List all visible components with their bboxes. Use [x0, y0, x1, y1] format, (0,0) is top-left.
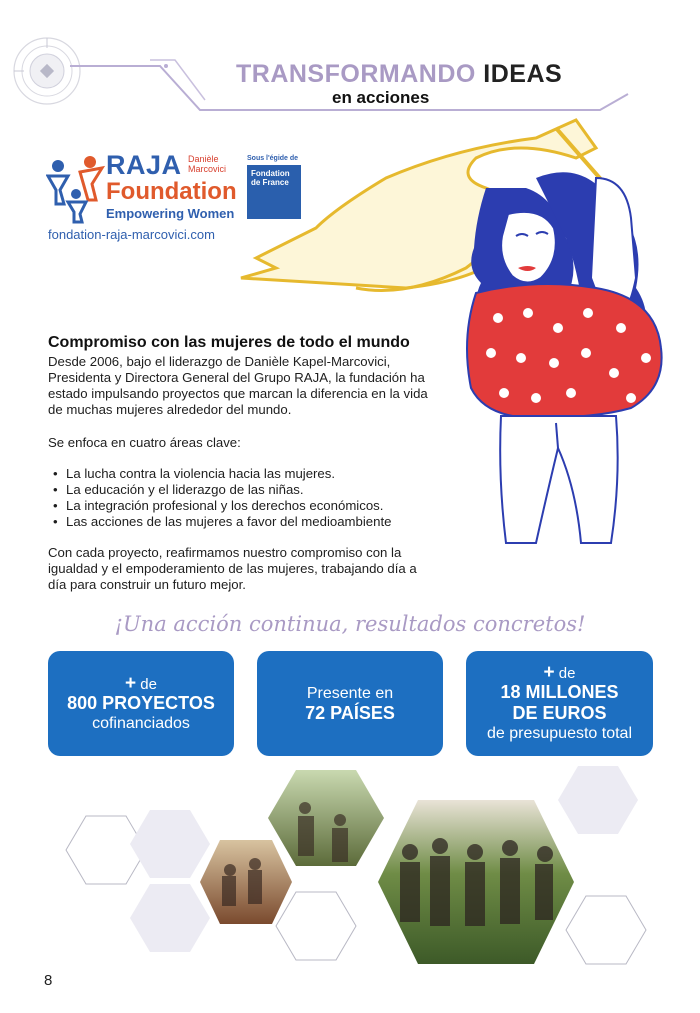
- focus-areas-list: [48, 466, 448, 530]
- logo-daniele-marcovici: Danièle Marcovici: [188, 154, 227, 174]
- stat-budget-card: [466, 651, 653, 756]
- hexagon-light: [130, 884, 210, 952]
- stat-value: 800 PROYECTOS: [67, 692, 215, 713]
- intro-paragraph: Desde 2006, bajo el liderazgo de Danièle Kapel-Marcovici, Presidenta y Directora General del Grupo RAJA, la fundación ha estado impulsando proyectos que marcan la diferencia en la vida de muchas mujeres alrededor del mundo.: [48, 354, 428, 417]
- logo-foundation-text: Foundation: [106, 178, 237, 205]
- stat-countries-card: [257, 651, 443, 756]
- page-title: [236, 60, 562, 89]
- hexagon-outline: [276, 892, 356, 960]
- page-number: 8: [44, 972, 53, 989]
- photo-hexagon-1: [200, 840, 292, 924]
- stat-pre: Presente en: [306, 684, 394, 702]
- title-part-1: TRANSFORMANDO: [236, 60, 476, 88]
- stat-pre: de: [140, 675, 157, 693]
- hexagon-light: [130, 810, 210, 878]
- list-item: • La lucha contra la violencia hacia las mujeres.: [48, 466, 448, 482]
- closing-paragraph: Con cada proyecto, reafirmamos nuestro compromiso con la igualdad y el empoderamiento de las mujeres, trabajando día a día para construir un futuro mejor.: [48, 545, 417, 592]
- foundation-website-link[interactable]: fondation-raja-marcovici.com: [48, 227, 215, 242]
- raja-foundation-logo-icon: [46, 154, 106, 224]
- hexagon-light: [558, 766, 638, 834]
- stat-pre: de: [558, 665, 576, 682]
- stat-caption: de presupuesto total: [487, 725, 632, 742]
- plus-sign: +: [543, 662, 555, 683]
- stat-projects-card: [48, 651, 234, 756]
- page-subtitle: en acciones: [332, 88, 430, 107]
- list-item: • Las acciones de las mujeres a favor del medioambiente: [48, 514, 448, 530]
- areas-intro: Se enfoca en cuatro áreas clave:: [48, 435, 241, 450]
- egide-label: Sous l'égide de: [247, 155, 299, 162]
- plus-sign: +: [125, 672, 137, 694]
- slogan: ¡Una acción continua, resultados concretos!: [114, 612, 586, 636]
- list-item: • La integración profesional y los derechos económicos.: [48, 498, 448, 514]
- logo-tagline: Empowering Women: [106, 206, 235, 221]
- photo-hexagon-2: [268, 770, 384, 866]
- hexagon-outline: [566, 896, 646, 964]
- list-item: • La educación y el liderazgo de las niñas.: [48, 482, 448, 498]
- fondation-de-france-logo: Fondation de France: [247, 165, 301, 219]
- section-title: Compromiso con las mujeres de todo el mundo: [48, 334, 410, 351]
- stat-caption: cofinanciados: [92, 714, 190, 732]
- logo-raja-text: RAJA: [106, 150, 182, 180]
- hexagon-photo-collage: [0, 760, 700, 975]
- stat-value: 72 PAÍSES: [305, 702, 395, 723]
- stat-value: 18 MILLONES DE EUROS: [500, 682, 619, 723]
- title-part-2: IDEAS: [483, 60, 563, 88]
